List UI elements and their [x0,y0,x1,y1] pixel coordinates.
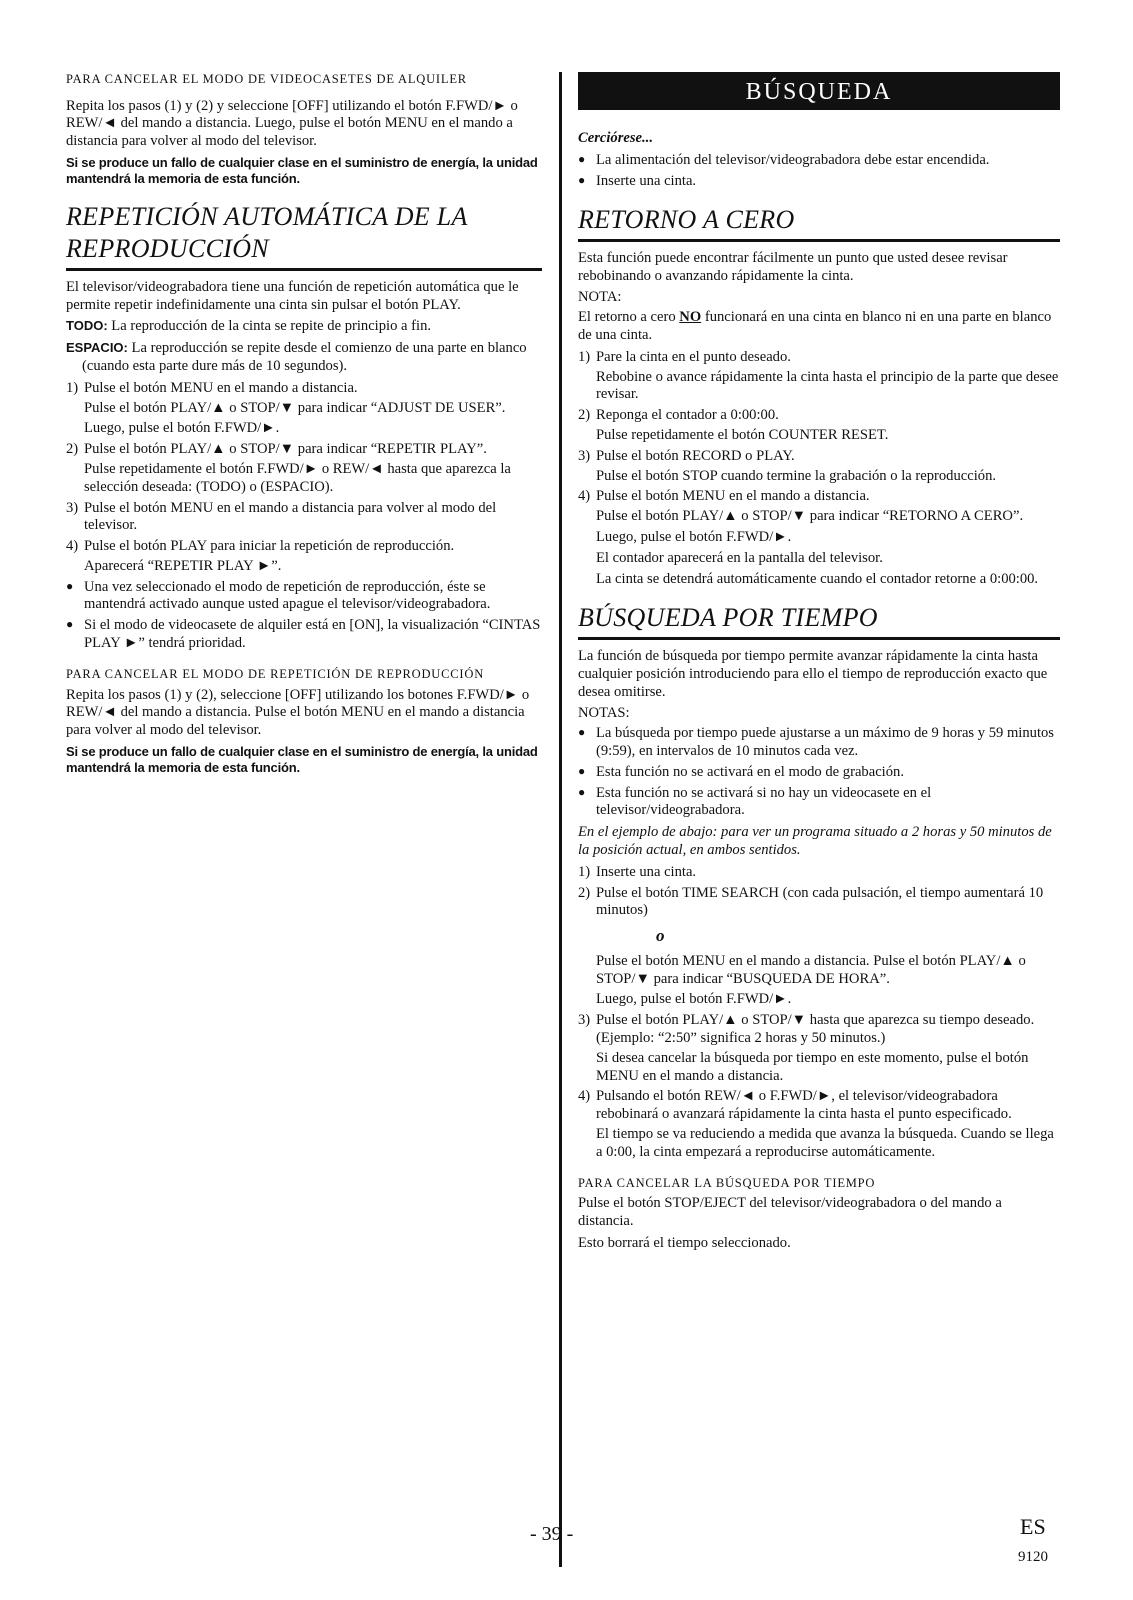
notas-bullets [578,725,1060,820]
step-text: Pulsando el botón REW/◄ o F.FWD/►, el televisor/videograbadora rebobinará o avanzará rápidamente la cinta hasta el punto especificado. [596,1088,1012,1123]
bullet-item: ● Esta función no se activará en el modo de grabación. [578,764,1060,782]
zero-intro: Esta función puede encontrar fácilmente un punto que usted desee revisar rebobinando o avanzando rápidamente la cinta. [578,249,1008,284]
example-text: En el ejemplo de abajo: para ver un programa situado a 2 horas y 50 minutos de la posición actual, en ambos sentidos. [578,824,1052,858]
bullet-item: ● La alimentación del televisor/videograbadora debe estar encendida. [578,152,1060,170]
step-sub: La cinta se detendrá automáticamente cuando el contador retorne a 0:00:00. [596,570,1039,587]
step-sub: Luego, pulse el botón F.FWD/►. [84,420,280,437]
step-sub: Pulse el botón MENU en el mando a distancia. Pulse el botón PLAY/▲ o STOP/▼ para indicar “BUSQUEDA DE HORA”. [596,952,1026,987]
step-sub: Pulse repetidamente el botón COUNTER RESET. [596,427,889,444]
cancel-rental-heading: PARA CANCELAR EL MODO DE VIDEOCASETES DE ALQUILER [66,72,467,86]
cancel-rental-text: Repita los pasos (1) y (2) y seleccione [OFF] utilizando el botón F.FWD/► o REW/◄ del mando a distancia. Luego, pulse el botón MENU en el mando a distancia para volver al modo del televisor. [66,97,518,150]
cancel-repeat-text: Repita los pasos (1) y (2), seleccione [OFF] utilizando los botones F.FWD/► o REW/◄ del mando a distancia. Pulse el botón MENU en el mando a distancia para volver al modo del televisor. [66,686,530,739]
right-column [578,72,1060,1257]
notas-label: NOTAS: [578,705,630,722]
step-text: Pulse el botón RECORD o PLAY. [596,447,795,464]
nota-label: NOTA: [578,289,622,306]
time-steps [578,864,1060,1162]
or-label: o [656,926,665,946]
bullet-item: ● Una vez seleccionado el modo de repetición de reproducción, éste se mantendrá activado aunque usted apague el televisor/videograbadora. [66,579,542,615]
zero-steps [578,349,1060,589]
step-item: 4) Pulsando el botón REW/◄ o F.FWD/►, el televisor/videograbadora rebobinará o avanzará rápidamente la cinta hasta el punto especificado. El tiempo se va reduciendo a medida que avanza la búsqueda. Cuando se llega a 0:00, la cinta empezará a reproducirse automáticamente. [578,1088,1060,1161]
column-divider [559,72,562,1567]
step-sub: El contador aparecerá en la pantalla del televisor. [596,549,883,566]
cancel-time-text: Pulse el botón STOP/EJECT del televisor/videograbadora o del mando a distancia. [578,1195,1002,1230]
page-number: - 39 - [530,1523,574,1545]
step-sub: Luego, pulse el botón F.FWD/►. [596,529,792,546]
bullet-item: ● Inserte una cinta. [578,173,1060,191]
step-number: 1) [578,348,591,365]
espacio-text: La reproducción se repite desde el comienzo de una parte en blanco (cuando esta parte dure más de 10 segundos). [82,340,527,374]
step-number: 2) [578,407,591,424]
step-number: 3) [578,447,591,464]
step-text: Pulse el botón PLAY/▲ o STOP/▼ para indicar “REPETIR PLAY”. [84,441,487,458]
step-item: 2) Pulse el botón TIME SEARCH (con cada pulsación, el tiempo aumentará 10 minutos) o Pulse el botón MENU en el mando a distancia. Pulse el botón PLAY/▲ o STOP/▼ para indicar “BUSQUEDA DE HORA”. Luego, pulse el botón F.FWD/►. [578,885,1060,1010]
step-number: 1) [66,379,79,396]
repeat-intro: El televisor/videograbadora tiene una función de repetición automática que le permite repetir indefinidamente una cinta sin pulsar el botón PLAY. [66,278,519,313]
todo-term: TODO: [66,318,108,334]
ensure-bullets [578,152,1060,191]
step-number: 3) [66,499,79,516]
step-item: 1) Inserte una cinta. [578,863,697,880]
nota-pre: El retorno a cero [578,309,680,326]
step-item [578,407,1060,445]
step-item [578,448,1060,486]
repeat-steps [66,380,542,576]
espacio-definition [66,340,542,376]
step-sub: Luego, pulse el botón F.FWD/►. [596,991,792,1008]
repeat-bullets [66,579,542,653]
step-text: Reponga el contador a 0:00:00. [596,407,779,424]
todo-definition [66,318,542,336]
nota-no: NO [679,309,702,326]
nota-text [578,309,1060,345]
nota-post: funcionará en una cinta en blanco ni en una parte en blanco de una cinta. [578,309,1052,344]
left-column [66,72,542,780]
step-item [578,349,1060,404]
step-sub: Pulse el botón STOP cuando termine la grabación o la reproducción. [596,467,997,484]
zero-section-title: RETORNO A CERO [578,204,1060,242]
step-text: Pulse el botón PLAY/▲ o STOP/▼ hasta que aparezca su tiempo deseado. (Ejemplo: “2:50” significa 2 horas y 50 minutos.) [596,1012,1035,1047]
step-item [66,441,542,496]
cancel-time-heading: PARA CANCELAR LA BÚSQUEDA POR TIEMPO [578,1175,876,1190]
language-code: ES [1020,1514,1046,1539]
cancel-time-text2: Esto borrará el tiempo seleccionado. [578,1234,791,1251]
time-search-section-title: BÚSQUEDA POR TIEMPO [578,602,1060,640]
step-item: 3) Pulse el botón PLAY/▲ o STOP/▼ hasta que aparezca su tiempo deseado. (Ejemplo: “2:50” significa 2 horas y 50 minutos.) Si desea cancelar la búsqueda por tiempo en este momento, pulse el botón MENU en el mando a distancia. [578,1012,1060,1085]
time-intro: La función de búsqueda por tiempo permite avanzar rápidamente la cinta hasta cualquier posición introduciendo para ello el tiempo de reproducción exacto que desea omitirse. [578,647,1048,700]
step-sub: Pulse repetidamente el botón F.FWD/► o REW/◄ hasta que aparezca la selección deseada: (TODO) o (ESPACIO). [84,460,511,495]
step-number: 4) [578,488,591,505]
cancel-repeat-bold-note: Si se produce un fallo de cualquier clase en el suministro de energía, la unidad mantendrá la memoria de esta función. [66,743,538,775]
step-sub: Aparecerá “REPETIR PLAY ►”. [84,557,282,574]
step-text: Pulse el botón MENU en el mando a distancia. [596,488,870,505]
step-sub: El tiempo se va reduciendo a medida que avanza la búsqueda. Cuando se llega a 0:00, la cinta empezará a reproducirse automáticamente. [596,1126,1054,1160]
todo-text: La reproducción de la cinta se repite de principio a fin. [107,318,432,335]
search-banner: BÚSQUEDA [578,72,1060,110]
document-code: 9120 [1018,1549,1048,1565]
step-number: 4) [66,538,79,555]
cancel-repeat-heading: PARA CANCELAR EL MODO DE REPETICIÓN DE REPRODUCCIÓN [66,666,485,681]
cancel-rental-bold-note: Si se produce un fallo de cualquier clase en el suministro de energía, la unidad mantendrá la memoria de esta función. [66,155,538,186]
step-item [66,538,542,576]
step-text: Pulse el botón MENU en el mando a distancia para volver al modo del televisor. [84,499,497,534]
bullet-item: ● Esta función no se activará si no hay un videocasete en el televisor/videograbadora. [578,785,1060,821]
step-sub: Rebobine o avance rápidamente la cinta hasta el principio de la parte que desee revisar. [596,368,1059,403]
step-text: Pulse el botón MENU en el mando a distancia. [84,379,358,396]
bullet-item: ● La búsqueda por tiempo puede ajustarse a un máximo de 9 horas y 59 minutos (9:59), en intervalos de 10 minutos cada vez. [578,725,1060,761]
step-sub: Pulse el botón PLAY/▲ o STOP/▼ para indicar “ADJUST DE USER”. [84,399,506,416]
step-sub: Si desea cancelar la búsqueda por tiempo en este momento, pulse el botón MENU en el mando a distancia. [596,1049,1029,1084]
step-item [578,488,1060,588]
bullet-item: ● Si el modo de videocasete de alquiler está en [ON], la visualización “CINTAS PLAY ►” tendrá prioridad. [66,617,542,653]
ensure-label: Cerciórese... [578,130,653,146]
espacio-term: ESPACIO: [66,340,128,356]
step-text: Pulse el botón PLAY para iniciar la repetición de reproducción. [84,538,455,555]
step-sub: Pulse el botón PLAY/▲ o STOP/▼ para indicar “RETORNO A CERO”. [596,508,1024,525]
step-item [66,500,542,536]
step-number: 2) [66,441,79,458]
step-text: Pulse el botón TIME SEARCH (con cada pulsación, el tiempo aumentará 10 minutos) [596,884,1044,919]
step-item [66,380,542,438]
repeat-section-title: REPETICIÓN AUTOMÁTICA DE LA REPRODUCCIÓN [66,201,542,271]
step-text: Pare la cinta en el punto deseado. [596,348,791,365]
step-text: Inserte una cinta. [596,863,697,880]
